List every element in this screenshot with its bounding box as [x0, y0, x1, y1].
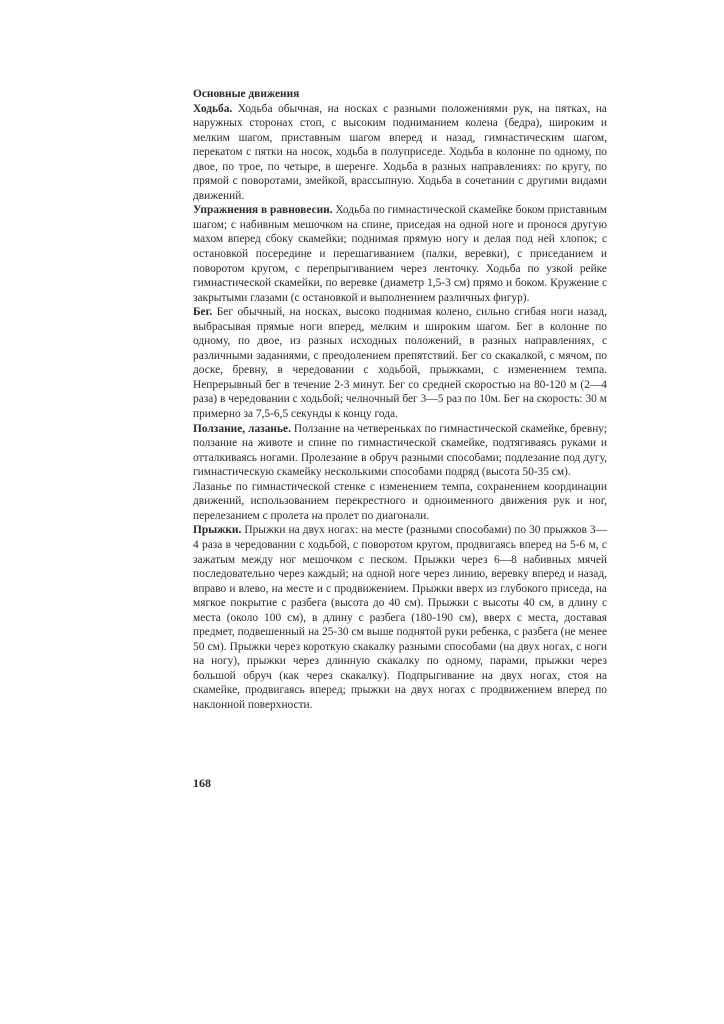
paragraph-term: Упражнения в равновесии.: [193, 204, 333, 217]
paragraph-climbing: [193, 480, 607, 524]
paragraph-crawling: [193, 422, 607, 480]
paragraph-walking: [193, 102, 607, 204]
paragraph-text: Ползание на четвереньках по гимнастической скамейке, бревну; ползание на животе и спине по гимнастической скамейке, подтягиваясь руками и отталкиваясь ногами. Пролезание в обруч разными способами; подлезание под дугу, гимнастическую скамейку несколькими способами подряд (высота 50-35 см).: [193, 422, 608, 479]
section-heading: Основные движения: [193, 88, 300, 100]
paragraph-text: Лазанье по гимнастической стенке с изменением темпа, сохранением координации движений, использованием перекрестного и одноименного движения рук и ног, перелезанием с пролета на пролет по диагонали.: [193, 480, 607, 522]
page-number: 168: [193, 776, 211, 790]
paragraph-term: Прыжки.: [193, 524, 242, 537]
paragraph-term: Бег.: [193, 306, 213, 319]
paragraph-text: Ходьба обычная, на носках с разными положениями рук, на пятках, на наружных сторонах стоп, с высоким подниманием колена (бедра), широким и мелким шагом, приставным шагом вперед и назад, гимнастическим шагом, перекатом с пятки на носок, ходьба в полуприседе. Ходьба в колонне по одному, по двое, по трое, по четыре, в шеренге. Ходьба в разных направлениях: по кругу, по прямой с поворотами, змейкой, врассыпную. Ходьба в сочетании с другими видами движений.: [193, 102, 607, 202]
paragraph-running: [193, 305, 607, 421]
document-body: [193, 87, 607, 713]
paragraph-text: Прыжки на двух ногах: на месте (разными способами) по 30 прыжков 3—4 раза в чередовании с ходьбой, с поворотом кругом, продвигаясь вперед на 5-6 м, с зажатым между ног мешочком с песком. Прыжки через 6—8 набивных мячей последовательно через каждый; на одной ноге через линию, веревку вперед и назад, вправо и влево, на месте и с продвижением. Прыжки вверх из глубокого приседа, на мягкое покрытие с разбега (высота до 40 см). Прыжки с высоты 40 см, в длину с места (около 100 см), в длину с разбега (180-190 см), вверх с места, доставая предмет, подвешенный на 25-30 см выше поднятой руки ребенка, с разбега (не менее 50 см). Прыжки через короткую скакалку разными способами (на двух ногах, с ноги на ногу), прыжки через длинную скакалку по одному, парами, прыжки через большой обруч (как через скакалку). Подпрыгивание на двух ногах, стоя на скамейке, продвигаясь вперед; прыжки на двух ногах с продвижением вперед по наклонной поверхности.: [193, 524, 607, 711]
paragraph-term: Ползание, лазанье.: [193, 422, 291, 435]
paragraph-text: Ходьба по гимнастической скамейке боком приставным шагом; с набивным мешочком на спине, приседая на одной ноге и пронося другую махом вперед сбоку скамейки; поднимая прямую ногу и делая под ней хлопок; с остановкой посередине и перешагиванием (палки, веревки), с приседанием и поворотом кругом, с перепрыгиванием через ленточку. Ходьба по узкой рейке гимнастической скамейки, по веревке (диаметр 1,5-3 см) прямо и боком. Кружение с закрытыми глазами (с остановкой и выполнением различных фигур).: [193, 204, 608, 304]
paragraph-term: Ходьба.: [193, 102, 233, 115]
paragraph-jumping: [193, 523, 607, 712]
paragraph-text: Бег обычный, на носках, высоко поднимая колено, сильно сгибая ноги назад, выбрасывая прямые ноги вперед, мелким и широким шагом. Бег в колонне по одному, по двое, из разных исходных положений, в разных направлениях, с различными заданиями, с преодолением препятствий. Бег со скакалкой, с мячом, по доске, бревну, в чередовании с ходьбой, прыжками, с изменением темпа. Непрерывный бег в течение 2-3 минут. Бег со средней скоростью на 80-120 м (2—4 раза) в чередовании с ходьбой; челночный бег 3—5 раз по 10м. Бег на скорость: 30 м примерно за 7,5-6,5 секунды к концу года.: [193, 306, 607, 421]
paragraph-balance: [193, 203, 607, 305]
